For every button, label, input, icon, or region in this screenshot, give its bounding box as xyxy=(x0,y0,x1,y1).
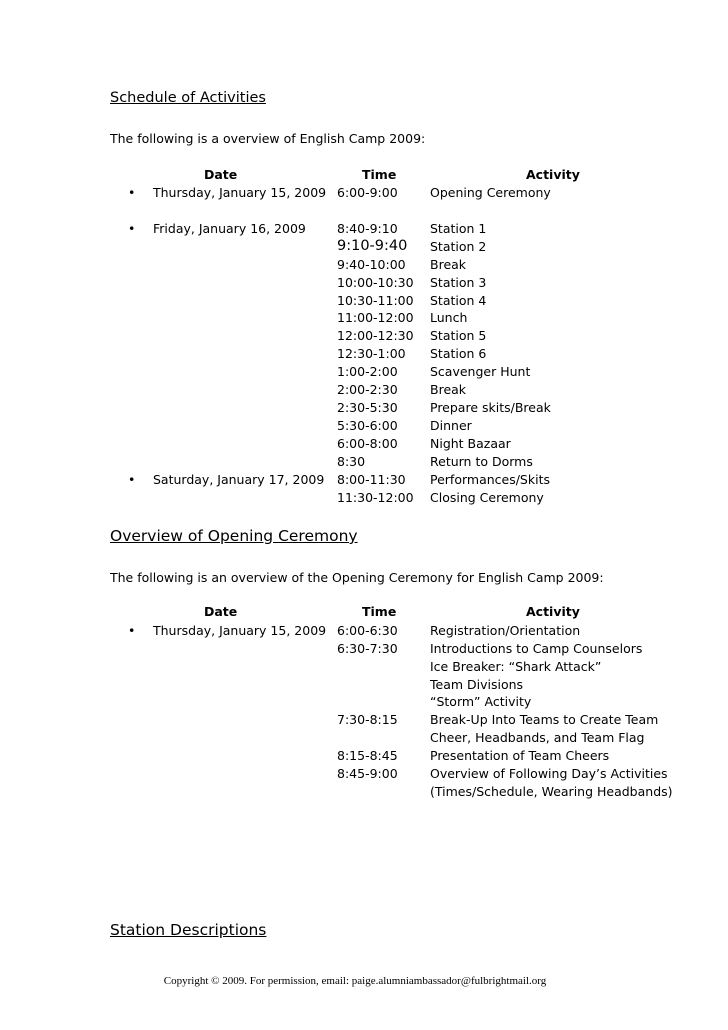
schedule-time: 10:00-10:30 xyxy=(337,275,414,290)
schedule-date-3: Saturday, January 17, 2009 xyxy=(153,472,325,487)
schedule-activity: Station 6 xyxy=(430,346,487,361)
footer-text: Copyright © 2009. For permission, email: paige.alumniambassador@fulbrightmail.org xyxy=(163,975,547,987)
opening-activity-line: Presentation of Team Cheers xyxy=(430,748,610,763)
bullet-icon: • xyxy=(128,472,136,487)
schedule-date-2: Friday, January 16, 2009 xyxy=(153,221,306,236)
opening-time: 6:00-6:30 xyxy=(337,623,398,638)
schedule-time: 2:30-5:30 xyxy=(337,400,398,415)
schedule-time: 6:00-9:00 xyxy=(337,185,398,200)
opening-time: 7:30-8:15 xyxy=(337,712,398,727)
opening-time: 6:30-7:30 xyxy=(337,641,398,656)
schedule-activity: Opening Ceremony xyxy=(430,185,551,200)
opening-activity-line: Registration/Orientation xyxy=(430,623,581,638)
schedule-time: 6:00-8:00 xyxy=(337,436,398,451)
schedule-time: 8:30 xyxy=(337,454,366,469)
opening-col-date: Date xyxy=(204,604,238,619)
stations-heading: Station Descriptions xyxy=(110,921,267,939)
opening-activity-line: Team Divisions xyxy=(430,677,524,692)
schedule-activity: Break xyxy=(430,257,467,272)
schedule-activity: Station 5 xyxy=(430,328,487,343)
schedule-time: 8:40-9:10 xyxy=(337,221,398,236)
schedule-time: 12:30-1:00 xyxy=(337,346,406,361)
schedule-time: 1:00-2:00 xyxy=(337,364,398,379)
opening-time: 8:15-8:45 xyxy=(337,748,398,763)
schedule-col-time: Time xyxy=(362,167,397,182)
schedule-activity: Night Bazaar xyxy=(430,436,511,451)
schedule-time: 11:30-12:00 xyxy=(337,490,414,505)
schedule-time: 11:00-12:00 xyxy=(337,310,414,325)
schedule-activity: Scavenger Hunt xyxy=(430,364,531,379)
schedule-activity: Performances/Skits xyxy=(430,472,550,487)
opening-intro: The following is an overview of the Opening Ceremony for English Camp 2009: xyxy=(110,570,604,585)
schedule-time: 9:40-10:00 xyxy=(337,257,406,272)
bullet-icon: • xyxy=(128,185,136,200)
schedule-activity: Break xyxy=(430,382,467,397)
schedule-activity: Dinner xyxy=(430,418,472,433)
schedule-activity: Station 4 xyxy=(430,293,487,308)
schedule-activity: Station 1 xyxy=(430,221,487,236)
schedule-activity: Closing Ceremony xyxy=(430,490,544,505)
schedule-col-activity: Activity xyxy=(526,167,580,182)
schedule-time: 2:00-2:30 xyxy=(337,382,398,397)
copyright-footer xyxy=(0,975,728,987)
schedule-time: 10:30-11:00 xyxy=(337,293,414,308)
schedule-intro: The following is a overview of English Camp 2009: xyxy=(110,131,426,146)
schedule-activity: Lunch xyxy=(430,310,468,325)
schedule-activity: Prepare skits/Break xyxy=(430,400,551,415)
opening-activity-line: Ice Breaker: “Shark Attack” xyxy=(430,659,602,674)
opening-activity-line: Introductions to Camp Counselors xyxy=(430,641,643,656)
schedule-time: 5:30-6:00 xyxy=(337,418,398,433)
schedule-activity: Station 2 xyxy=(430,239,487,254)
bullet-icon: • xyxy=(128,623,136,638)
opening-activity-line: (Times/Schedule, Wearing Headbands) xyxy=(430,784,673,799)
schedule-time: 12:00-12:30 xyxy=(337,328,414,343)
schedule-date-1: Thursday, January 15, 2009 xyxy=(153,185,327,200)
opening-time: 8:45-9:00 xyxy=(337,766,398,781)
opening-activity-line: Overview of Following Day’s Activities xyxy=(430,766,668,781)
opening-activity-line: Break-Up Into Teams to Create Team xyxy=(430,712,659,727)
schedule-time: 8:00-11:30 xyxy=(337,472,406,487)
schedule-activity: Station 3 xyxy=(430,275,487,290)
schedule-activity: Return to Dorms xyxy=(430,454,533,469)
opening-col-activity: Activity xyxy=(526,604,580,619)
bullet-icon: • xyxy=(128,221,136,236)
opening-date: Thursday, January 15, 2009 xyxy=(153,623,327,638)
opening-col-time: Time xyxy=(362,604,397,619)
schedule-heading: Schedule of Activities xyxy=(110,90,266,106)
opening-activity-line: “Storm” Activity xyxy=(430,694,532,709)
schedule-time: 9:10-9:40 xyxy=(337,238,408,254)
opening-activity-line: Cheer, Headbands, and Team Flag xyxy=(430,730,645,745)
opening-heading: Overview of Opening Ceremony xyxy=(110,527,358,545)
schedule-col-date: Date xyxy=(204,167,238,182)
